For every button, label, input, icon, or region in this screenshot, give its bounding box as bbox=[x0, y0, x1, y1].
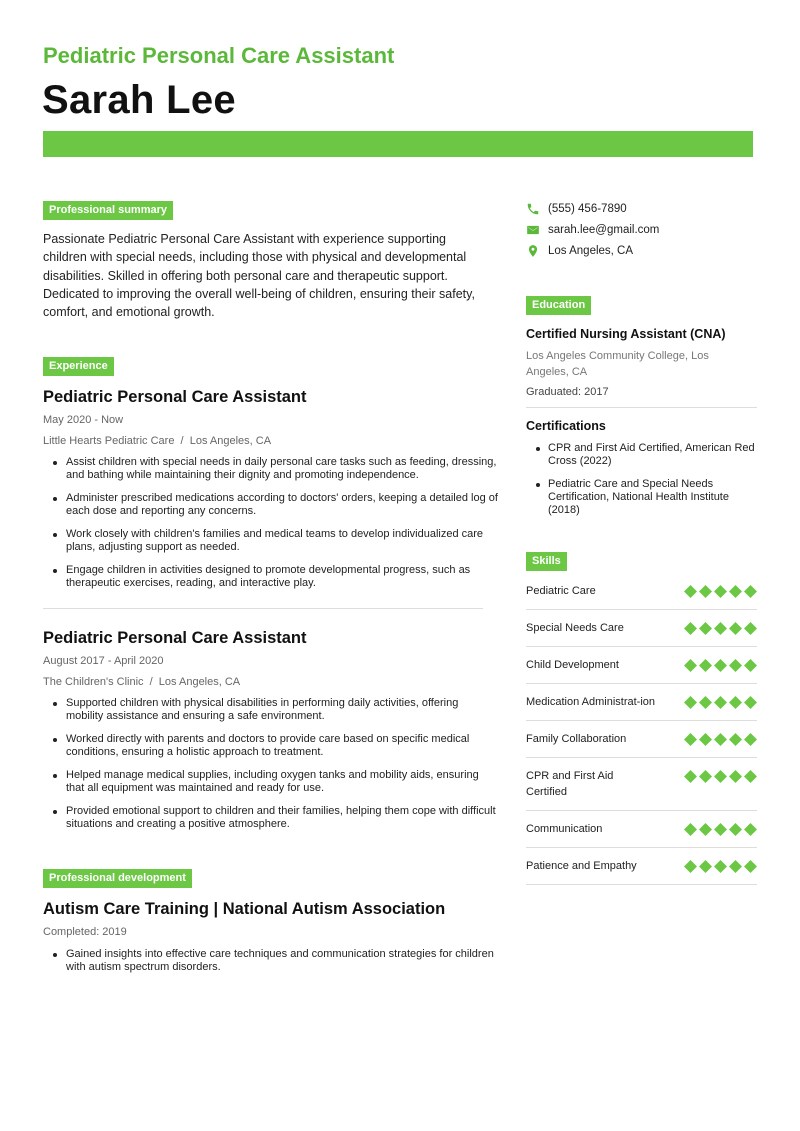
skill-row bbox=[526, 848, 757, 885]
skill-rating bbox=[684, 694, 757, 709]
job-bullet: Engage children in activities designed to promote developmental progress, such as therapeutic exercises, reading, and interactive play. bbox=[43, 564, 498, 590]
skills-tag: Skills bbox=[526, 552, 567, 571]
location-text: Los Angeles, CA bbox=[548, 244, 634, 257]
summary-tag: Professional summary bbox=[43, 201, 173, 220]
rating-diamond-icon bbox=[684, 770, 697, 783]
skill-name: Communication bbox=[526, 823, 603, 835]
header-accent-bar bbox=[43, 131, 753, 157]
education-section bbox=[526, 295, 757, 527]
skill-name: Pediatric Care bbox=[526, 585, 596, 597]
experience-divider bbox=[43, 608, 483, 609]
skill-name: Patience and Empathy bbox=[526, 860, 637, 872]
rating-diamond-icon bbox=[714, 860, 727, 873]
rating-diamond-icon bbox=[744, 860, 757, 873]
skill-rating bbox=[684, 731, 757, 746]
skill-name: Special Needs Care bbox=[526, 622, 624, 634]
rating-diamond-icon bbox=[714, 770, 727, 783]
development-bullets bbox=[43, 948, 493, 974]
rating-diamond-icon bbox=[729, 659, 742, 672]
skill-rating bbox=[684, 821, 757, 836]
phone-icon bbox=[526, 202, 540, 216]
skill-rating bbox=[684, 620, 757, 635]
contact-email bbox=[526, 219, 757, 240]
skill-name: Medication Administrat-ion bbox=[526, 696, 656, 708]
development-completed: Completed: 2019 bbox=[43, 926, 127, 938]
skill-name: Child Development bbox=[526, 659, 619, 671]
job-bullet: Provided emotional support to children and their families, helping them cope with difficult situations and creating a positive atmosphere. bbox=[43, 805, 498, 831]
skill-rating bbox=[684, 768, 757, 783]
job-dates: August 2017 - April 2020 bbox=[43, 655, 164, 667]
job-company: The Children's Clinic / Los Angeles, CA bbox=[43, 676, 241, 688]
contact-section bbox=[526, 198, 757, 261]
job-bullet: Worked directly with parents and doctors to provide care based on specific medical conditions, ensuring a holistic approach to treatment. bbox=[43, 733, 498, 759]
contact-location bbox=[526, 240, 757, 261]
rating-diamond-icon bbox=[684, 860, 697, 873]
rating-diamond-icon bbox=[729, 860, 742, 873]
rating-diamond-icon bbox=[744, 696, 757, 709]
rating-diamond-icon bbox=[744, 733, 757, 746]
education-divider bbox=[526, 407, 757, 408]
rating-diamond-icon bbox=[699, 622, 712, 635]
rating-diamond-icon bbox=[714, 733, 727, 746]
development-section bbox=[43, 868, 493, 984]
experience-tag: Experience bbox=[43, 357, 114, 376]
rating-diamond-icon bbox=[699, 770, 712, 783]
summary-section bbox=[43, 200, 493, 321]
rating-diamond-icon bbox=[729, 585, 742, 598]
job-dates: May 2020 - Now bbox=[43, 414, 124, 426]
rating-diamond-icon bbox=[714, 823, 727, 836]
job-role: Pediatric Personal Care Assistant bbox=[43, 388, 307, 406]
development-tag: Professional development bbox=[43, 869, 192, 888]
resume-job-title: Pediatric Personal Care Assistant bbox=[43, 43, 395, 68]
rating-diamond-icon bbox=[684, 696, 697, 709]
summary-text: Passionate Pediatric Personal Care Assistant with experience supporting children with special needs, including those with physical and developmental disabilities. Skilled in offering both personal care and therapeutic support. Dedicated to improving the overall well-being of children, ensuring their safety, comfort, and emotional growth. bbox=[43, 232, 475, 320]
development-bullet: Gained insights into effective care techniques and communication strategies for children with autism spectrum disorders. bbox=[43, 948, 498, 974]
rating-diamond-icon bbox=[714, 696, 727, 709]
job-bullet: Supported children with physical disabilities in performing daily activities, offering mobility assistance and ensuring a safe environment. bbox=[43, 697, 498, 723]
phone-link[interactable]: (555) 456-7890 bbox=[548, 202, 627, 215]
rating-diamond-icon bbox=[744, 770, 757, 783]
rating-diamond-icon bbox=[744, 659, 757, 672]
skill-row bbox=[526, 573, 757, 610]
certification-item: Pediatric Care and Special Needs Certification, National Health Institute (2018) bbox=[526, 478, 757, 517]
skill-rating bbox=[684, 657, 757, 672]
certification-item: CPR and First Aid Certified, American Red Cross (2022) bbox=[526, 442, 757, 468]
experience-job-2 bbox=[43, 629, 496, 841]
rating-diamond-icon bbox=[684, 733, 697, 746]
rating-diamond-icon bbox=[729, 622, 742, 635]
skill-row bbox=[526, 811, 757, 848]
skill-row bbox=[526, 610, 757, 647]
rating-diamond-icon bbox=[684, 585, 697, 598]
rating-diamond-icon bbox=[729, 770, 742, 783]
education-tag: Education bbox=[526, 296, 591, 315]
experience-section bbox=[43, 356, 498, 600]
education-school: Los Angeles Community College, Los Angeles, CA bbox=[526, 350, 709, 378]
skill-row bbox=[526, 721, 757, 758]
rating-diamond-icon bbox=[684, 659, 697, 672]
rating-diamond-icon bbox=[684, 622, 697, 635]
rating-diamond-icon bbox=[729, 823, 742, 836]
skill-rating bbox=[684, 583, 757, 598]
development-title: Autism Care Training | National Autism Association bbox=[43, 900, 446, 918]
skill-row bbox=[526, 684, 757, 721]
candidate-name: Sarah Lee bbox=[42, 78, 236, 122]
rating-diamond-icon bbox=[744, 585, 757, 598]
job-bullet: Administer prescribed medications according to doctors' orders, keeping a detailed log of each dose and reporting any concerns. bbox=[43, 492, 498, 518]
education-graduated: Graduated: 2017 bbox=[526, 386, 609, 398]
skill-rating bbox=[684, 858, 757, 873]
rating-diamond-icon bbox=[714, 585, 727, 598]
job-bullet: Helped manage medical supplies, including oxygen tanks and mobility aids, ensuring that all equipment was maintained and ready for use. bbox=[43, 769, 498, 795]
email-icon bbox=[526, 223, 540, 237]
rating-diamond-icon bbox=[744, 823, 757, 836]
skill-name: CPR and First Aid Certified bbox=[526, 770, 614, 798]
rating-diamond-icon bbox=[729, 733, 742, 746]
skill-name: Family Collaboration bbox=[526, 733, 627, 745]
job-role: Pediatric Personal Care Assistant bbox=[43, 629, 307, 647]
certifications-list bbox=[526, 442, 757, 517]
education-degree: Certified Nursing Assistant (CNA) bbox=[526, 327, 726, 341]
certifications-heading: Certifications bbox=[526, 419, 606, 433]
email-link[interactable]: sarah.lee@gmail.com bbox=[548, 223, 660, 236]
skills-list bbox=[526, 573, 757, 885]
skills-section bbox=[526, 551, 757, 885]
job-bullet: Work closely with children's families and medical teams to develop individualized care plans, adjusting support as needed. bbox=[43, 528, 498, 554]
skill-row bbox=[526, 758, 757, 811]
contact-phone bbox=[526, 198, 757, 219]
rating-diamond-icon bbox=[744, 622, 757, 635]
job-bullets bbox=[43, 697, 496, 831]
rating-diamond-icon bbox=[699, 659, 712, 672]
job-company: Little Hearts Pediatric Care / Los Angeles, CA bbox=[43, 435, 272, 447]
job-bullets bbox=[43, 456, 498, 590]
skill-row bbox=[526, 647, 757, 684]
rating-diamond-icon bbox=[699, 733, 712, 746]
location-pin-icon bbox=[526, 244, 540, 258]
rating-diamond-icon bbox=[699, 860, 712, 873]
rating-diamond-icon bbox=[699, 696, 712, 709]
rating-diamond-icon bbox=[699, 823, 712, 836]
rating-diamond-icon bbox=[714, 659, 727, 672]
job-bullet: Assist children with special needs in daily personal care tasks such as feeding, dressing, and bathing while maintaining their dignity and promoting independence. bbox=[43, 456, 498, 482]
rating-diamond-icon bbox=[699, 585, 712, 598]
rating-diamond-icon bbox=[729, 696, 742, 709]
rating-diamond-icon bbox=[714, 622, 727, 635]
rating-diamond-icon bbox=[684, 823, 697, 836]
